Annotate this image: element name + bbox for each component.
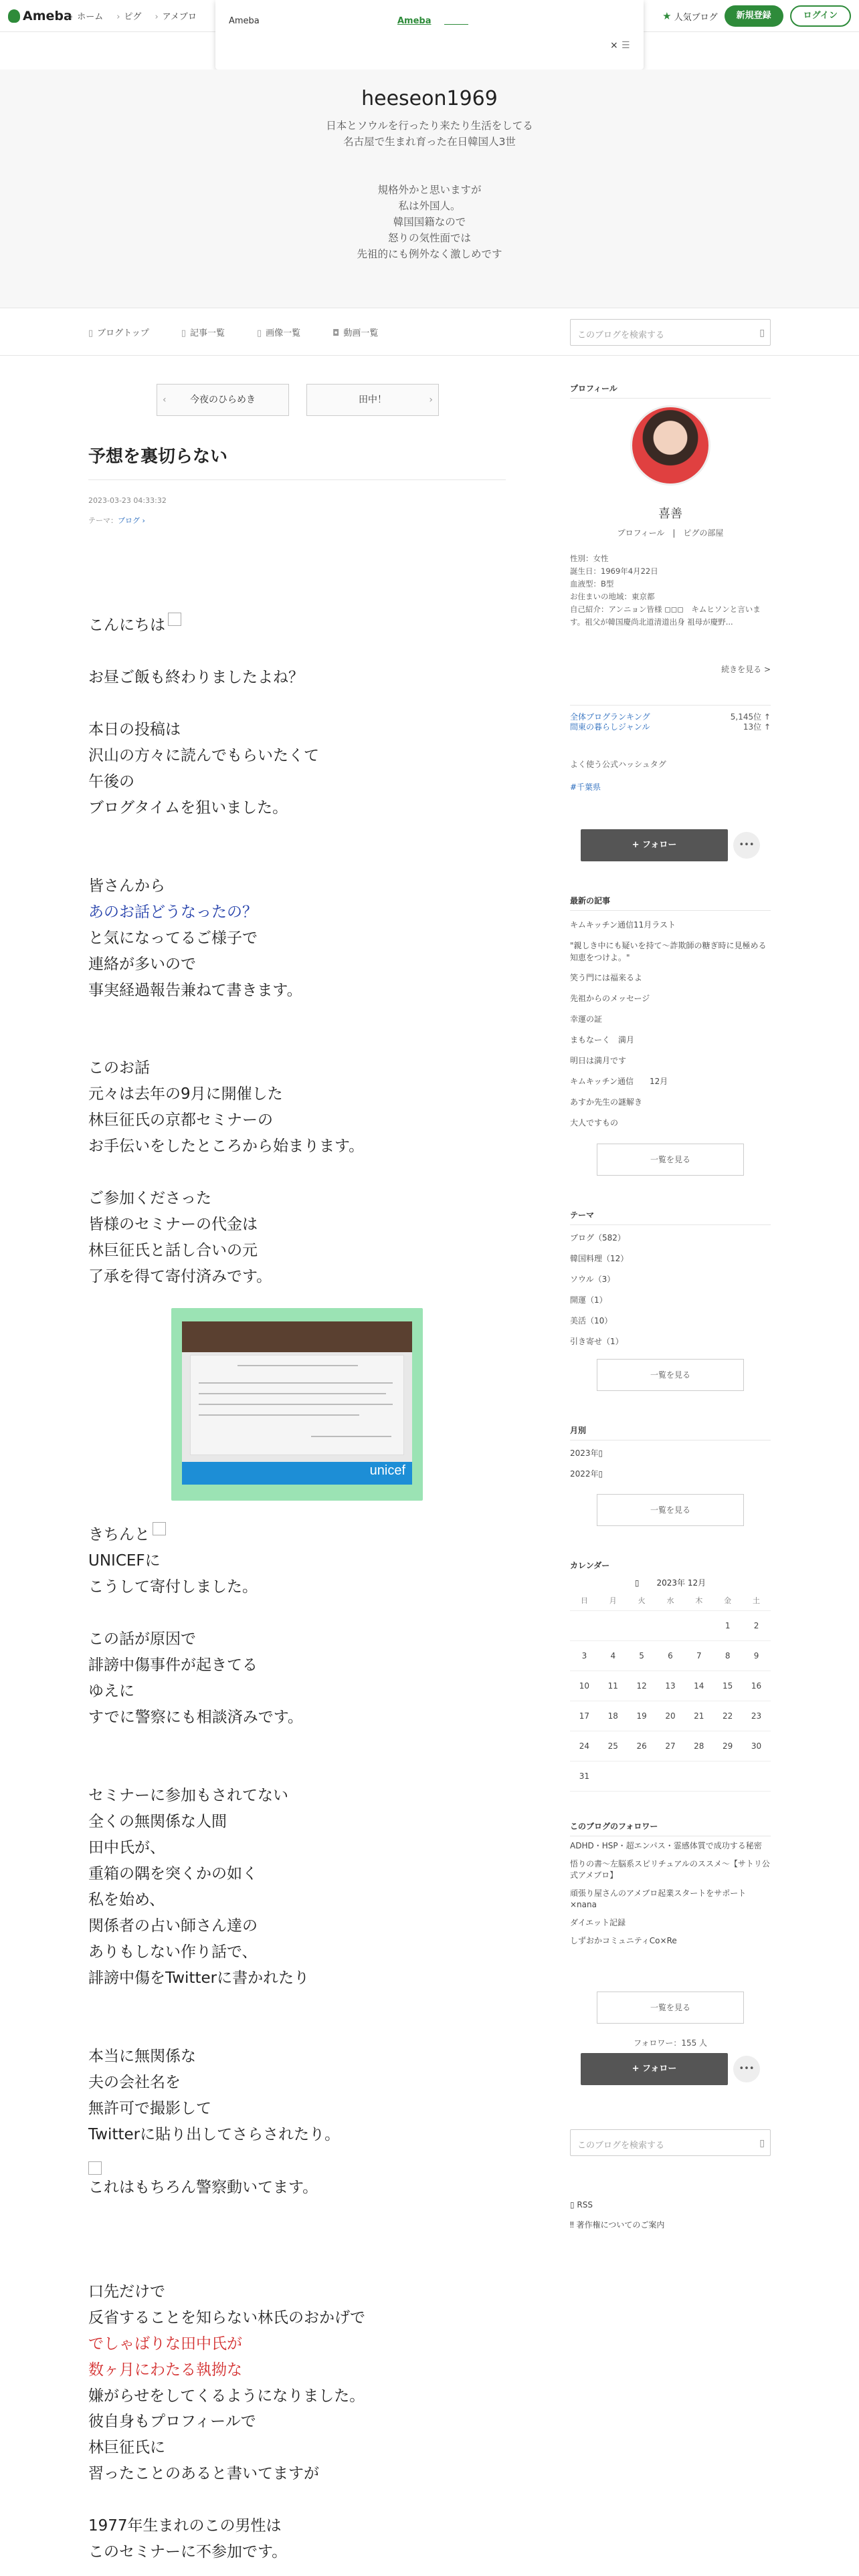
ameba-logo[interactable] [8,8,72,24]
calendar-weekday: 日 [570,1590,599,1610]
month-list [570,1443,771,1485]
entry-theme-link[interactable]: ブログ [118,516,140,525]
entry-paragraph: これはもちろん警察動いてます。 [88,2179,318,2196]
calendar-day [599,1761,628,1791]
entry-theme-label: テーマ： [88,516,118,525]
month-heading: 月別 [570,1424,771,1440]
entry-text: 口先だけで 反省することを知らない林氏のおかげで [88,2283,365,2327]
rss-link[interactable] [570,2195,664,2215]
entry-date: 2023-03-23 04:33:32 [88,496,167,505]
calendar-day[interactable]: 3 [570,1640,599,1671]
video-icon: ◘ [332,328,340,338]
profile-heading: プロフィール [570,383,771,399]
ameba-logo-icon [8,9,20,23]
list-item[interactable]: 先祖からのメッセージ [570,994,650,1003]
list-item[interactable] [570,1464,771,1485]
copyright-link[interactable] [570,2215,664,2235]
calendar-day[interactable]: 7 [684,1640,713,1671]
calendar-day[interactable]: 30 [742,1731,771,1761]
list-item[interactable]: 引き寄せ（1） [570,1337,624,1346]
entry-paragraph [88,2279,506,2409]
footer-links [570,2195,664,2235]
genre-ranking-value: 13位 ↑ [743,722,771,732]
top-nav-ameblo[interactable]: › アメブロ [155,9,196,22]
calendar-day [656,1610,685,1640]
list-item[interactable]: まもなーく 満月 [570,1035,635,1045]
chevron-down-icon: ▯ [598,1469,603,1479]
signup-button[interactable]: 新規登録 [725,5,783,27]
calendar-day[interactable]: 8 [713,1640,742,1671]
rss-icon: ▯ [570,2200,577,2210]
copyright-label: 著作権についてのご案内 [576,2220,665,2230]
list-item[interactable]: あすか先生の謎解き [570,1097,643,1107]
menu-icon[interactable]: ☰ [622,40,630,51]
list-item[interactable]: 明日は満月です [570,1056,627,1065]
login-button[interactable]: ログイン [790,5,851,27]
nav-blog-top[interactable] [88,326,149,338]
chevron-down-icon: ▯ [598,1448,603,1458]
avatar[interactable] [630,405,710,486]
list-item[interactable]: 開運（1） [570,1295,607,1305]
followers-list [570,1840,771,1947]
receipt-document [190,1355,404,1455]
nav-videos[interactable] [332,326,378,338]
calendar-day[interactable]: 4 [599,1640,628,1671]
genre-ranking[interactable] [570,721,771,732]
calendar-day[interactable]: 10 [570,1671,599,1701]
top-right-actions [662,5,851,27]
followers-see-all-button[interactable]: 一覧を見る [597,1992,744,2024]
nav-blog-top-label: ブログトップ [97,328,149,338]
calendar-day [570,1610,599,1640]
list-item[interactable]: ADHD・HSP・超エンパス・霊感体質で成功する秘密 [570,1841,762,1850]
list-item[interactable]: ブログ（582） [570,1233,626,1243]
receipt-paper [182,1321,412,1485]
close-icon[interactable]: × [610,40,618,51]
chevron-left-icon[interactable]: ▯ [634,1578,640,1588]
calendar-day[interactable]: 1 [713,1610,742,1640]
calendar-day[interactable]: 6 [656,1640,685,1671]
calendar-day[interactable]: 24 [570,1731,599,1761]
entry-title: 予想を裏切らない [88,443,506,480]
blog-search-input[interactable] [570,319,771,346]
entry-text: きちんと [88,1526,150,1543]
theme-see-all-button[interactable]: 一覧を見る [597,1359,744,1391]
calendar-day [684,1610,713,1640]
calendar-day[interactable]: 17 [570,1701,599,1731]
calendar-heading: カレンダー [570,1561,610,1570]
overall-ranking-value: 5,145位 ↑ [730,712,771,722]
more-options-button-bottom[interactable]: ••• [733,2056,760,2082]
doc-line [311,1436,391,1437]
calendar-day [684,1761,713,1791]
entry-text: と気になってるご様子で 連絡が多いので 事実経過報告兼ねて書きます。 [88,930,302,999]
calendar-day[interactable]: 23 [742,1701,771,1731]
pig-room-link[interactable]: ピグの部屋 [683,528,724,538]
entry-text: 嫌がらせをしてくるようになりました。 [88,2387,365,2405]
calendar-month [570,1577,771,1588]
calendar-day [656,1761,685,1791]
entry-paragraph [88,1522,506,1731]
calendar-day [628,1761,656,1791]
calendar-month-label: 2023年 12月 [656,1578,706,1588]
theme-list [570,1228,771,1352]
list-item[interactable]: 頑張り屋さんのアメブロ起業スタートをサポート×nana [570,1889,747,1909]
calendar-week [570,1761,771,1791]
chevron-right-icon: › [140,516,145,525]
nav-entries[interactable] [181,326,225,338]
search-icon[interactable]: ▯ [759,328,765,338]
calendar-day[interactable]: 19 [628,1701,656,1731]
list-item[interactable]: 大人ですもの [570,1118,619,1128]
calendar-week [570,1671,771,1701]
calendar-day[interactable]: 29 [713,1731,742,1761]
search-placeholder: このブログを検索する [577,330,665,340]
calendar-day [628,1610,656,1640]
month-label: 2023年 [570,1448,599,1458]
entry-text: UNICEFに こうして寄付しました。 この話が原因で 誹謗中傷事件が起きてる ゆえに すでに警察にも相談済みです。 [88,1552,303,1726]
nav-images[interactable] [257,326,300,338]
list-item[interactable]: 幸運の証 [570,1014,603,1024]
nav-entries-label: 記事一覧 [189,328,225,338]
follow-button[interactable]: + フォロー [581,829,728,861]
calendar-week [570,1701,771,1731]
entry-paragraph: 本当に無関係な 夫の会社名を 無許可で撮影して Twitterに貼り出してさらされたり。 [88,2048,341,2143]
doc-line [199,1404,393,1405]
emoji-image-icon [168,613,181,626]
nav-videos-label: 動画一覧 [343,328,379,338]
search-icon[interactable]: ▯ [759,2138,765,2149]
calendar-weekday: 木 [684,1590,713,1610]
calendar-day[interactable]: 20 [656,1701,685,1731]
blog-description: 日本とソウルを行ったり来たり生活をしてる 名古屋で生まれ育った在日韓国人3世 規格外かと思いますが 私は外国人。 韓国国籍なので 怒りの気性面では 先祖的にも例外なく激しめです [326,120,533,260]
blog-title[interactable]: heeseon1969 [361,87,498,110]
sidebar-search-input[interactable] [570,2129,771,2156]
calendar-week [570,1731,771,1761]
entry-paragraph [88,613,506,639]
emoji-image-icon [153,1522,166,1535]
photo-background [182,1321,412,1352]
popup-underline [444,24,468,25]
calendar-table [570,1590,771,1792]
calendar-day[interactable]: 21 [684,1701,713,1731]
more-options-button[interactable]: ••• [733,832,760,859]
calendar-day [713,1761,742,1791]
calendar-day [742,1761,771,1791]
copyright-icon: ‼ [570,2220,577,2230]
popup-title: Ameba [229,16,260,26]
blog-header [0,70,859,308]
calendar-day[interactable]: 31 [570,1761,599,1791]
next-entry-link[interactable]: 田中！ › [306,384,439,416]
calendar-week [570,1640,771,1671]
calendar-day[interactable]: 18 [599,1701,628,1731]
unicef-receipt-photo[interactable] [171,1308,423,1501]
calendar-day[interactable]: 26 [628,1731,656,1761]
overall-ranking-label: 全体ブログランキング [570,712,650,722]
entry-paragraph: このお話 元々は去年の9月に開催した 林巨征氏の京都セミナーの お手伝いをしたところから始まります。 ご参加くださった 皆様のセミナーの代金は 林巨征氏と話し合いの元 了承を得て寄付済みです。 [88,1059,365,1285]
profile-more-link[interactable]: 続きを見る > [721,665,771,674]
doc-line [199,1414,359,1416]
calendar-weekday: 火 [628,1590,656,1610]
hashtag-heading: よく使う公式ハッシュタグ [570,760,666,769]
list-item[interactable] [570,1443,771,1464]
prev-entry-link[interactable]: ‹ 今夜のひらめき [157,384,289,416]
profile-links: プロフィール | ピグの部屋 [617,528,724,538]
broken-image-icon [88,2161,102,2175]
calendar-day[interactable]: 16 [742,1671,771,1701]
recent-list [570,915,771,1134]
logo-text: Ameba [23,9,72,23]
top-nav [70,9,197,22]
genre-ranking-label: 間東の暮らしジャンル [570,722,650,732]
image-icon: ▯ [256,328,262,338]
calendar-day[interactable]: 27 [656,1731,685,1761]
search-placeholder: このブログを検索する [577,2141,665,2151]
list-item[interactable]: "親しき中にも疑いを持て〜詐欺師の糖ぎ時に見極める知恵をつけよ。" [570,941,767,962]
list-item[interactable]: 韓国料理（12） [570,1254,629,1263]
calendar-day[interactable]: 11 [599,1671,628,1701]
overall-ranking[interactable] [570,705,771,722]
recent-heading: 最新の記事 [570,895,771,911]
star-icon: ★ [662,10,672,22]
rss-label: RSS [577,2200,593,2210]
calendar-day[interactable]: 5 [628,1640,656,1671]
calendar-weekday: 金 [713,1590,742,1610]
calendar-weekday: 月 [599,1590,628,1610]
entry-paragraph: お昼ご飯も終わりましたよね？ 本日の投稿は 沢山の方々に読んでもらいたくて 午後の ブログタイムを狙いました。 [88,669,319,817]
list-item[interactable]: ダイエット記録 [570,1918,626,1927]
month-label: 2022年 [570,1469,599,1479]
list-item[interactable]: 笑う門には福来るよ [570,973,643,982]
calendar-week [570,1610,771,1640]
list-item[interactable]: 美活（10） [570,1316,613,1325]
entry-theme [88,515,145,526]
list-icon: ▯ [181,328,186,338]
calendar-weekday: 水 [656,1590,685,1610]
home-icon: ▯ [88,328,94,338]
follower-count: フォロワー：155 人 [633,2038,708,2048]
profile-info: 性別：女性 誕生日：1969年4月22日 血液型：B型 お住まいの地域：東京都 自己紹介：アンニョン皆様 ◻◻◻ キムヒソンと言います。祖父が韓国慶尚北道清道出身 祖母が慶野... [570,554,761,627]
calendar-day[interactable]: 14 [684,1671,713,1701]
ameba-popup [215,0,644,70]
calendar-day[interactable]: 2 [742,1610,771,1640]
calendar-day[interactable]: 15 [713,1671,742,1701]
month-see-all-button[interactable]: 一覧を見る [597,1494,744,1526]
calendar-weekday: 土 [742,1590,771,1610]
doc-line [199,1393,386,1394]
entry-highlight-blue: あのお話どうなったの？ [88,903,258,921]
ranking-link[interactable] [662,10,717,23]
list-item[interactable]: キムキッチン通信11月ラスト [570,920,676,930]
calendar-day[interactable]: 9 [742,1640,771,1671]
theme-heading: テーマ [570,1209,771,1225]
list-item[interactable]: 悟りの書〜左脳系スピリチュアルのススメ〜【サトリ公式アメブロ】 [570,1859,770,1880]
calendar-day[interactable]: 13 [656,1671,685,1701]
ranking-label: 人気ブログ [674,12,718,23]
profile-link[interactable]: プロフィール [617,528,665,538]
doc-line [199,1382,393,1384]
follow-button-bottom[interactable]: + フォロー [581,2053,728,2085]
profile-name[interactable]: 喜善 [658,507,682,521]
list-item[interactable]: キムキッチン通信 12月 [570,1077,668,1086]
recent-see-all-button[interactable]: 一覧を見る [597,1144,744,1176]
entry-paragraph: 彼自身もプロフィールで 林巨征氏に 習ったことのあると書いてますが 1977年生まれのこの男性は このセミナーに不参加です。 [88,2413,319,2561]
followers-heading: このブログのフォロワー [570,1820,771,1836]
calendar-day[interactable]: 12 [628,1671,656,1701]
calendar-day[interactable]: 28 [684,1731,713,1761]
calendar-day[interactable]: 22 [713,1701,742,1731]
blog-nav [0,308,859,356]
entry-text: こんにちは [88,617,165,634]
entry-text: 皆さんから [88,877,165,895]
doc-line [237,1365,358,1366]
unicef-logo: unicef [369,1463,405,1478]
entry-pager [157,384,439,416]
hashtag-link[interactable]: #千葉県 [570,782,601,792]
calendar-day [599,1610,628,1640]
entry-paragraph: セミナーに参加もされてない 全くの無関係な人間 田中氏が、 重箱の隅を突くかの如く 私を始め、 関係者の占い師さん達の ありもしない作り話で、 誹謗中傷をTwitterに書かれたり [88,1787,310,1987]
calendar-day[interactable]: 25 [599,1731,628,1761]
list-item[interactable]: ソウル（3） [570,1275,615,1284]
nav-images-label: 画像一覧 [266,328,301,338]
list-item[interactable]: しずおかコミュニティCo×Re [570,1936,677,1945]
top-nav-pig[interactable]: › ピグ [116,9,141,22]
entry-highlight-red: でしゃばりな田中氏が 数ヶ月にわたる執拗な [88,2335,242,2379]
popup-link[interactable]: Ameba [397,16,432,26]
top-nav-home[interactable]: › ホーム [70,9,103,22]
entry-paragraph [88,873,506,1004]
